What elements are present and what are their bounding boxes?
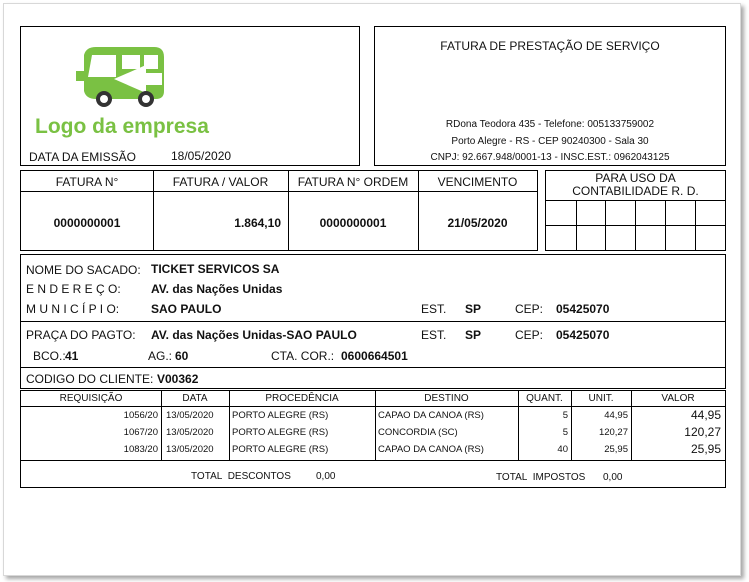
bco-value: 41	[65, 349, 79, 363]
fatura-value: 0000000001	[53, 216, 121, 230]
ag-label: AG.:	[148, 349, 173, 363]
row-2-unit: 120,27	[598, 427, 628, 438]
bus-logo-icon	[76, 43, 168, 113]
row-3-destino: CAPAO DA CANOA (RS)	[378, 444, 484, 455]
cliente-value: V00362	[157, 372, 199, 386]
col-requisicao-header: REQUISIÇÃO	[59, 393, 123, 404]
row-3-procedencia: PORTO ALEGRE (RS)	[232, 444, 329, 455]
address-line-1: RDona Teodora 435 - Telefone: 005133759002	[445, 119, 655, 130]
valor-value: 1.864,10	[234, 216, 281, 230]
logo-text: Logo da empresa	[35, 115, 209, 138]
address-line-2: Porto Alegre - RS - CEP 90240300 - Sala 30	[451, 136, 649, 147]
ordem-value: 0000000001	[319, 216, 387, 230]
nome-label: NOME DO SACADO:	[26, 263, 141, 277]
col-data-header: DATA	[182, 393, 208, 404]
row-1-unit: 44,95	[604, 410, 628, 421]
endereco-label: E N D E R E Ç O:	[26, 282, 121, 296]
valor-label: FATURA / VALOR	[172, 175, 269, 189]
invoice-page	[3, 3, 741, 576]
municipio-label: M U N I C Í P I O:	[26, 302, 120, 316]
row-2-destino: CONCORDIA (SC)	[378, 427, 458, 438]
cep-label: CEP:	[515, 302, 544, 316]
row-1-procedencia: PORTO ALEGRE (RS)	[232, 410, 329, 421]
praca-value: AV. das Nações Unidas-SAO PAULO	[151, 328, 357, 342]
col-procedencia-header: PROCEDÊNCIA	[265, 393, 339, 404]
items-table	[20, 390, 726, 488]
row-1-quant: 5	[562, 410, 568, 421]
praca-label: PRAÇA DO PAGTO:	[26, 328, 136, 342]
endereco-value: AV. das Nações Unidas	[151, 282, 283, 296]
praca-est-label: EST.	[421, 328, 447, 342]
row-2-requisicao: 1067/20	[123, 427, 158, 438]
row-3-data: 13/05/2020	[166, 444, 214, 455]
row-1-valor: 44,95	[690, 408, 721, 422]
praca-cep-label: CEP:	[515, 328, 544, 342]
ordem-label: FATURA N° ORDEM	[297, 175, 409, 189]
row-3-unit: 25,95	[604, 444, 628, 455]
emission-label: DATA DA EMISSÃO	[29, 150, 136, 164]
row-2-quant: 5	[562, 427, 568, 438]
address-line-3: CNPJ: 92.667.948/0001-13 - INSC.EST.: 0962043125	[430, 152, 670, 163]
cta-label: CTA. COR.:	[271, 349, 335, 363]
col-quant-header: QUANT.	[526, 393, 563, 404]
sacado-box	[20, 254, 726, 389]
row-3-quant: 40	[557, 444, 568, 455]
total-impostos-label: TOTAL IMPOSTOS	[496, 472, 586, 483]
nome-value: TICKET SERVICOS SA	[151, 262, 280, 276]
total-descontos-label: TOTAL DESCONTOS	[191, 471, 291, 482]
row-2-procedencia: PORTO ALEGRE (RS)	[232, 427, 329, 438]
logo-box	[20, 26, 360, 166]
emission-date: 18/05/2020	[171, 149, 232, 163]
row-2-valor: 120,27	[684, 425, 721, 439]
row-2-data: 13/05/2020	[166, 427, 214, 438]
contabilidade-label-1: PARA USO DA	[595, 171, 676, 185]
contabilidade-box	[545, 170, 726, 251]
cep-value: 05425070	[556, 302, 610, 316]
company-info-box	[374, 26, 726, 166]
row-1-data: 13/05/2020	[166, 410, 214, 421]
praca-cep-value: 05425070	[556, 328, 610, 342]
praca-est-value: SP	[465, 328, 482, 342]
row-1-destino: CAPAO DA CANOA (RS)	[378, 410, 484, 421]
invoice-title: FATURA DE PRESTAÇÃO DE SERVIÇO	[440, 39, 660, 53]
row-1-requisicao: 1056/20	[123, 410, 158, 421]
ag-value: 60	[175, 349, 189, 363]
total-descontos-value: 0,00	[316, 471, 336, 482]
est-value: SP	[465, 302, 482, 316]
vencimento-value: 21/05/2020	[447, 216, 508, 230]
row-3-valor: 25,95	[690, 442, 721, 456]
contabilidade-label-2: CONTABILIDADE R. D.	[572, 184, 699, 198]
bco-label: BCO.:	[33, 349, 66, 363]
est-label: EST.	[421, 302, 447, 316]
total-impostos-value: 0,00	[603, 472, 623, 483]
col-valor-header: VALOR	[661, 393, 695, 404]
cta-value: 0600664501	[341, 349, 408, 363]
col-unit-header: UNIT.	[588, 393, 614, 404]
summary-box	[20, 170, 538, 251]
fatura-label: FATURA N°	[55, 175, 119, 189]
municipio-value: SAO PAULO	[151, 302, 222, 316]
vencimento-label: VENCIMENTO	[437, 175, 518, 189]
cliente-label: CODIGO DO CLIENTE:	[26, 372, 154, 386]
col-destino-header: DESTINO	[424, 393, 469, 404]
row-3-requisicao: 1083/20	[123, 444, 158, 455]
